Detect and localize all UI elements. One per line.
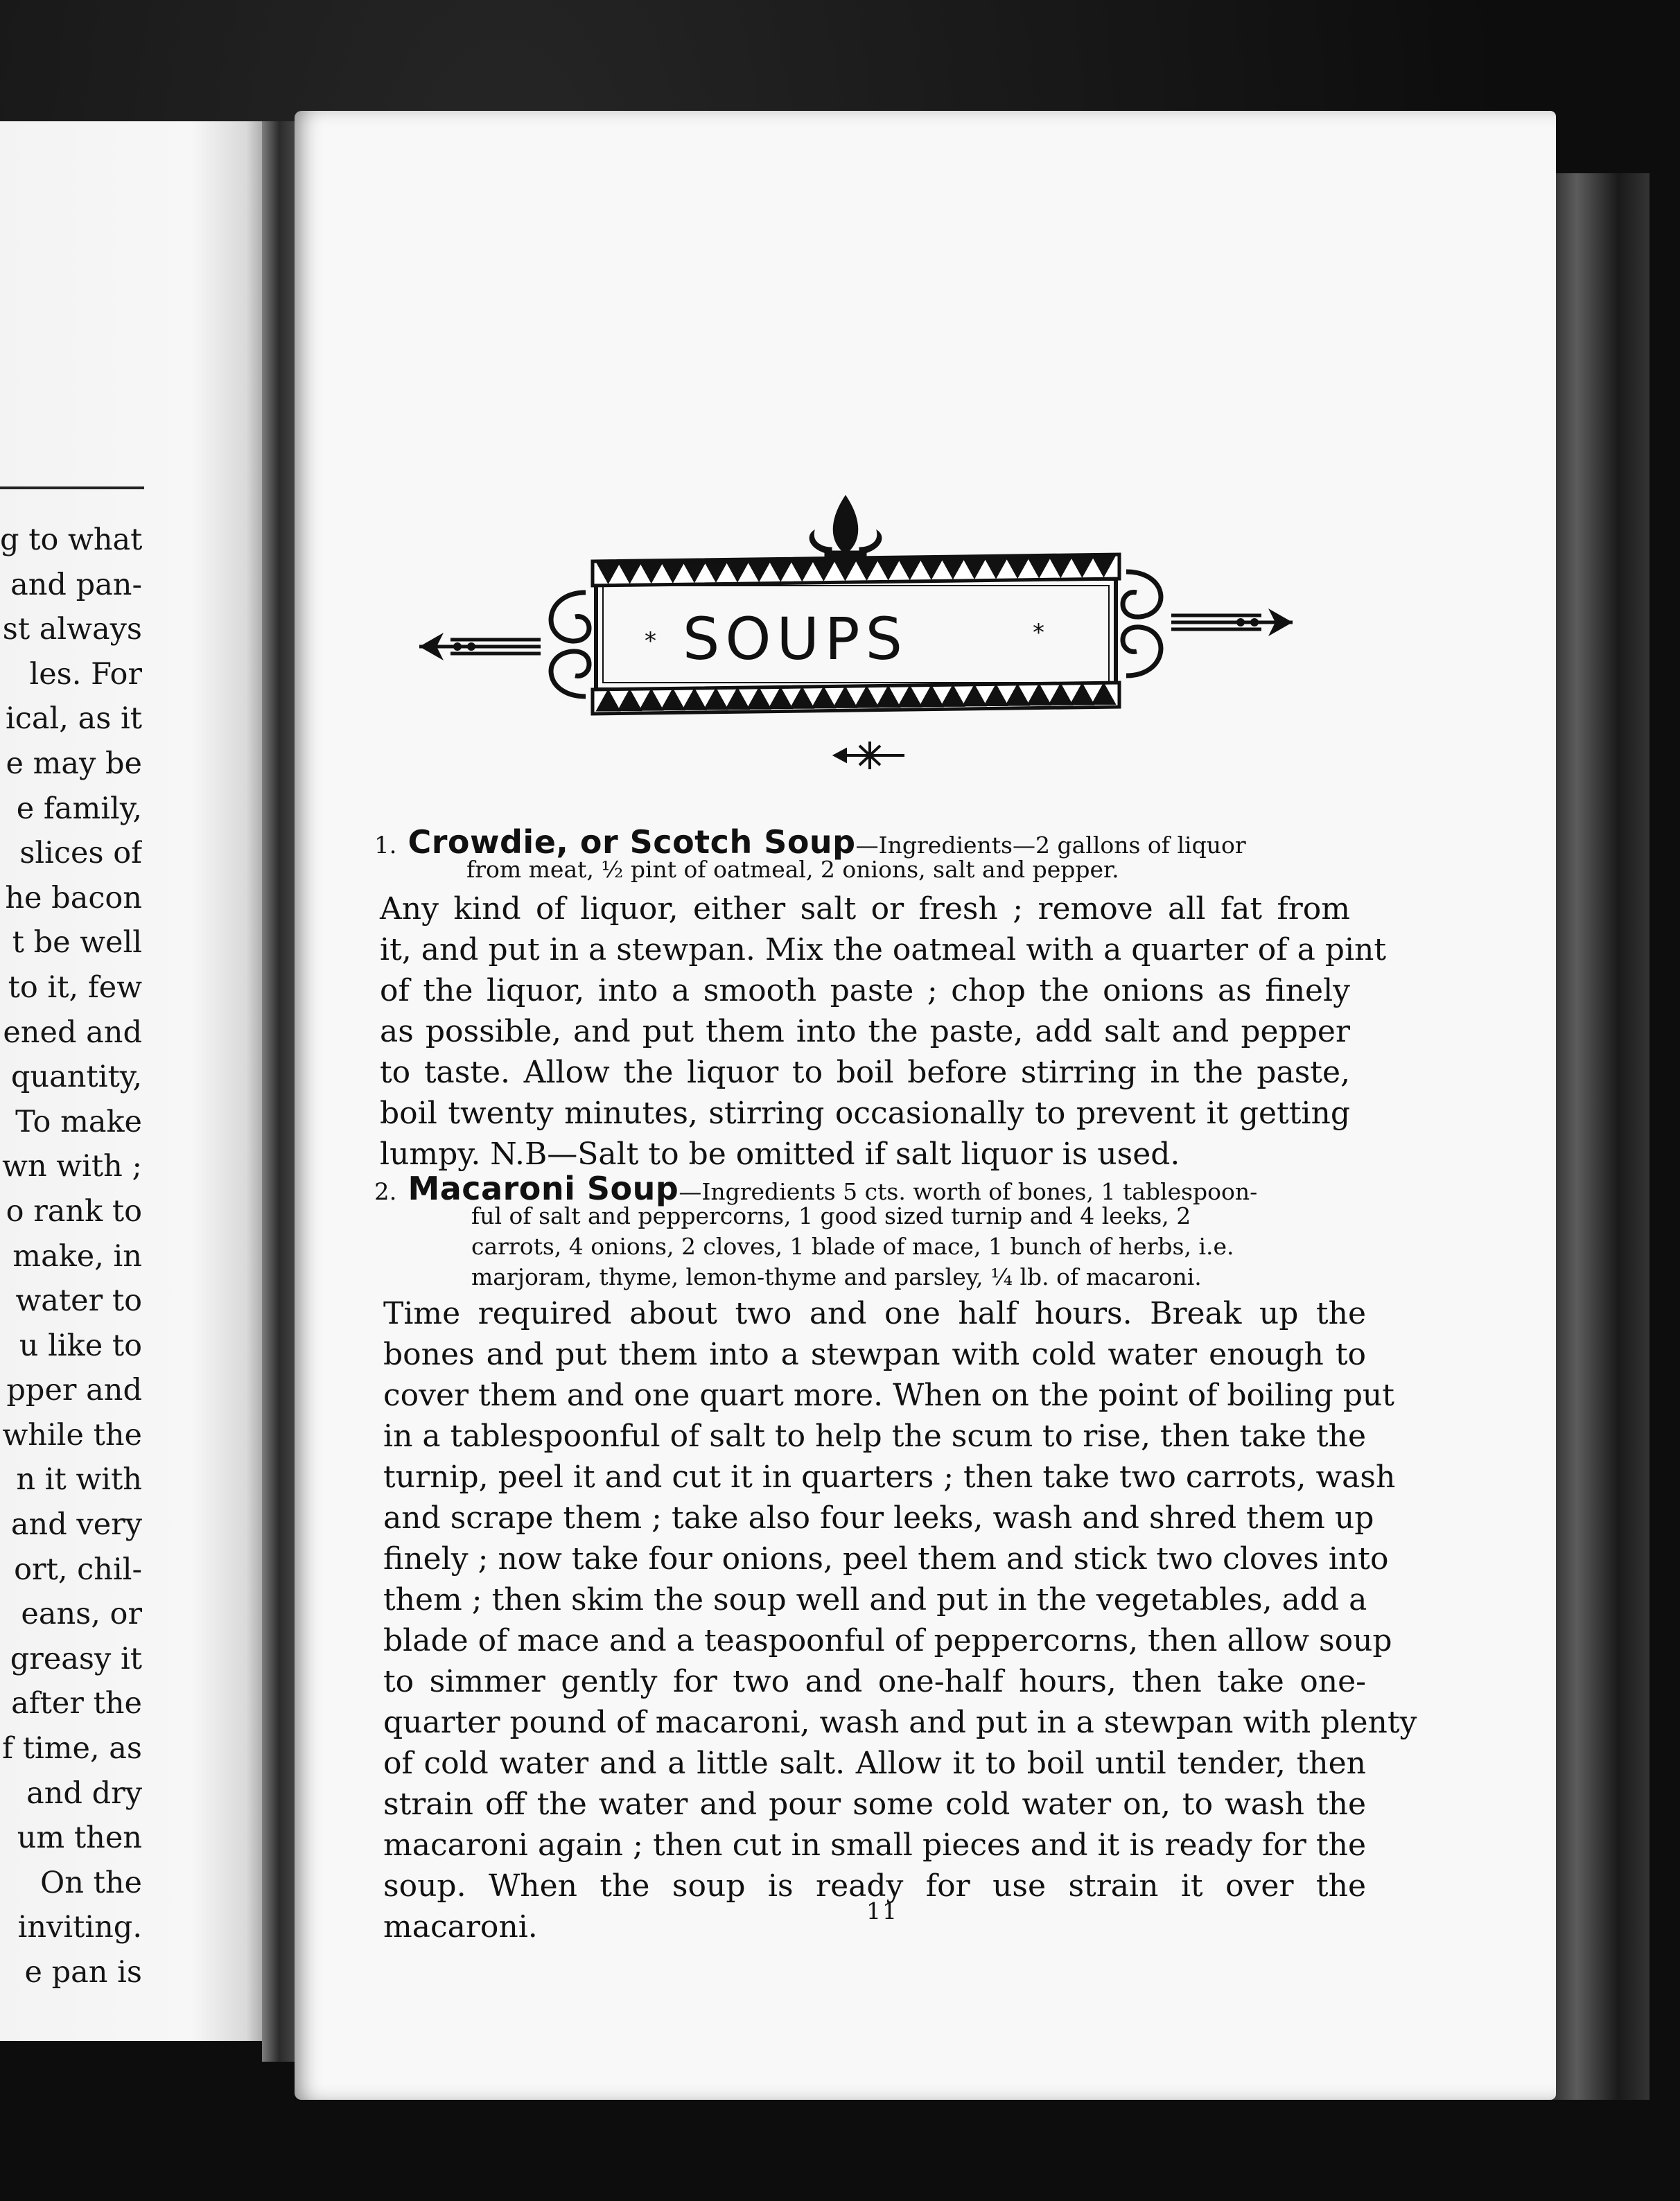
left-page-rule bbox=[0, 486, 144, 489]
left-page-line: e pan is bbox=[24, 1955, 142, 1990]
recipe-2-text-line: quarter pound of macaroni, wash and put in a stewpan with plenty bbox=[383, 1705, 1417, 1740]
recipe-1-ingredients-line-2: from meat, ½ pint of oatmeal, 2 onions, salt and pepper. bbox=[466, 856, 1119, 883]
recipe-1-text-line: Any kind of liquor, either salt or fresh ; remove all fat from bbox=[380, 891, 1350, 927]
left-page-line: e family, bbox=[16, 791, 142, 826]
page-number: 11 bbox=[866, 1897, 898, 1924]
recipe-2-text-line: of cold water and a little salt. Allow it to boil until tender, then bbox=[383, 1746, 1366, 1781]
recipe-1-name: Crowdie, or Scotch Soup bbox=[408, 823, 856, 861]
left-page-line: ical, as it bbox=[6, 701, 142, 737]
left-page-line: o rank to bbox=[6, 1193, 142, 1229]
recipe-2-text-line: macaroni. bbox=[383, 1909, 538, 1945]
recipe-2-text-line: blade of mace and a teaspoonful of peppercorns, then allow soup bbox=[383, 1623, 1392, 1658]
left-page-line: he bacon bbox=[5, 880, 142, 915]
left-page-line: slices of bbox=[19, 836, 142, 871]
left-page-line: eans, or bbox=[21, 1597, 142, 1632]
left-page-line: les. For bbox=[29, 656, 142, 692]
header-ornament bbox=[416, 489, 1296, 717]
recipe-1-ingredients-line-1: —Ingredients—2 gallons of liquor bbox=[855, 832, 1246, 859]
recipe-1-heading bbox=[374, 823, 1246, 861]
recipe-2-text-line: strain off the water and pour some cold water on, to wash the bbox=[383, 1787, 1366, 1822]
left-page-line: while the bbox=[2, 1417, 142, 1453]
recipe-1-text-line: it, and put in a stewpan. Mix the oatmeal with a quarter of a pint bbox=[380, 932, 1387, 967]
recipe-1-text-line: as possible, and put them into the paste, add salt and pepper bbox=[380, 1014, 1350, 1049]
left-page-line: u like to bbox=[19, 1328, 142, 1363]
left-page-line: make, in bbox=[12, 1238, 142, 1274]
left-page-line: t be well bbox=[12, 925, 142, 961]
book-edge bbox=[1546, 173, 1650, 2100]
title-star-left: * bbox=[645, 627, 656, 655]
left-page-line: f time, as bbox=[2, 1731, 142, 1766]
left-page-line: and very bbox=[10, 1507, 142, 1543]
recipe-2-body bbox=[383, 1293, 1417, 1947]
page-title: SOUPS bbox=[683, 605, 908, 673]
left-page-line: e may be bbox=[6, 746, 142, 781]
recipe-1-body bbox=[380, 888, 1387, 1175]
title-star-right: * bbox=[1033, 619, 1044, 647]
recipe-2-text-line: macaroni again ; then cut in small pieces and it is ready for the bbox=[383, 1827, 1366, 1863]
left-page-line: um then bbox=[17, 1821, 142, 1856]
recipe-2-ingredients-line: ful of salt and peppercorns, 1 good sized turnip and 4 leeks, 2 bbox=[471, 1202, 1191, 1229]
left-page-line: inviting. bbox=[17, 1910, 142, 1945]
recipe-2-ingredients-line: marjoram, thyme, lemon-thyme and parsley, ¼ lb. of macaroni. bbox=[471, 1263, 1202, 1290]
left-page-line: greasy it bbox=[10, 1641, 142, 1676]
left-page-line: and pan- bbox=[10, 567, 142, 602]
recipe-2-text-line: to simmer gently for two and one-half hours, then take one- bbox=[383, 1664, 1366, 1699]
recipe-2-text-line: bones and put them into a stewpan with cold water enough to bbox=[383, 1337, 1366, 1372]
left-page-line: g to what bbox=[0, 523, 142, 557]
recipe-2-text-line: turnip, peel it and cut it in quarters ; then take two carrots, wash bbox=[383, 1459, 1396, 1495]
recipe-2-text-line: cover them and one quart more. When on the point of boiling put bbox=[383, 1378, 1394, 1413]
recipe-2-ingredients bbox=[471, 1201, 1351, 1292]
left-page-line: n it with bbox=[16, 1462, 142, 1498]
recipe-2-text-line: them ; then skim the soup well and put in the vegetables, add a bbox=[383, 1582, 1367, 1617]
recipe-1-text-line: to taste. Allow the liquor to boil before stirring in the paste, bbox=[380, 1055, 1350, 1090]
fleuron-ornament bbox=[832, 740, 908, 771]
recipe-2-name: Macaroni Soup bbox=[408, 1170, 679, 1207]
recipe-2-text-line: finely ; now take four onions, peel them and stick two cloves into bbox=[383, 1541, 1389, 1577]
left-page-line: On the bbox=[40, 1865, 142, 1900]
recipe-2-text-line: in a tablespoonful of salt to help the scum to rise, then take the bbox=[383, 1419, 1366, 1454]
recipe-2-text-line: soup. When the soup is ready for use strain it over the bbox=[383, 1868, 1366, 1904]
recipe-1-text-line: lumpy. N.B—Salt to be omitted if salt liquor is used. bbox=[380, 1137, 1180, 1172]
recipe-1-text-line: of the liquor, into a smooth paste ; chop the onions as finely bbox=[380, 973, 1350, 1008]
left-page-line: pper and bbox=[6, 1373, 142, 1408]
left-page-text bbox=[0, 518, 142, 1995]
recipe-2-text-line: and scrape them ; take also four leeks, wash and shred them up bbox=[383, 1500, 1374, 1536]
recipe-1-text-line: boil twenty minutes, stirring occasionally to prevent it getting bbox=[380, 1096, 1350, 1131]
recipe-2-number: 2. bbox=[374, 1178, 397, 1206]
left-page bbox=[0, 121, 274, 2041]
left-page-line: wn with ; bbox=[2, 1149, 142, 1184]
left-page-line: To make bbox=[15, 1104, 142, 1139]
left-page-line: after the bbox=[11, 1686, 142, 1721]
left-page-line: quantity, bbox=[10, 1060, 142, 1095]
recipe-2-ingredients-line-1: —Ingredients 5 cts. worth of bones, 1 tablespoon- bbox=[679, 1178, 1258, 1205]
recipe-2-ingredients-line: carrots, 4 onions, 2 cloves, 1 blade of mace, 1 bunch of herbs, i.e. bbox=[471, 1233, 1234, 1260]
left-page-line: ort, chil- bbox=[14, 1552, 142, 1587]
left-page-line: water to bbox=[15, 1283, 142, 1319]
left-page-line: ened and bbox=[3, 1015, 142, 1050]
recipe-2-text-line: Time required about two and one half hours. Break up the bbox=[383, 1296, 1366, 1331]
left-page-line: st always bbox=[2, 612, 142, 647]
left-page-line: to it, few bbox=[8, 970, 142, 1005]
recipe-1-number: 1. bbox=[374, 832, 397, 859]
left-page-line: and dry bbox=[26, 1775, 142, 1811]
